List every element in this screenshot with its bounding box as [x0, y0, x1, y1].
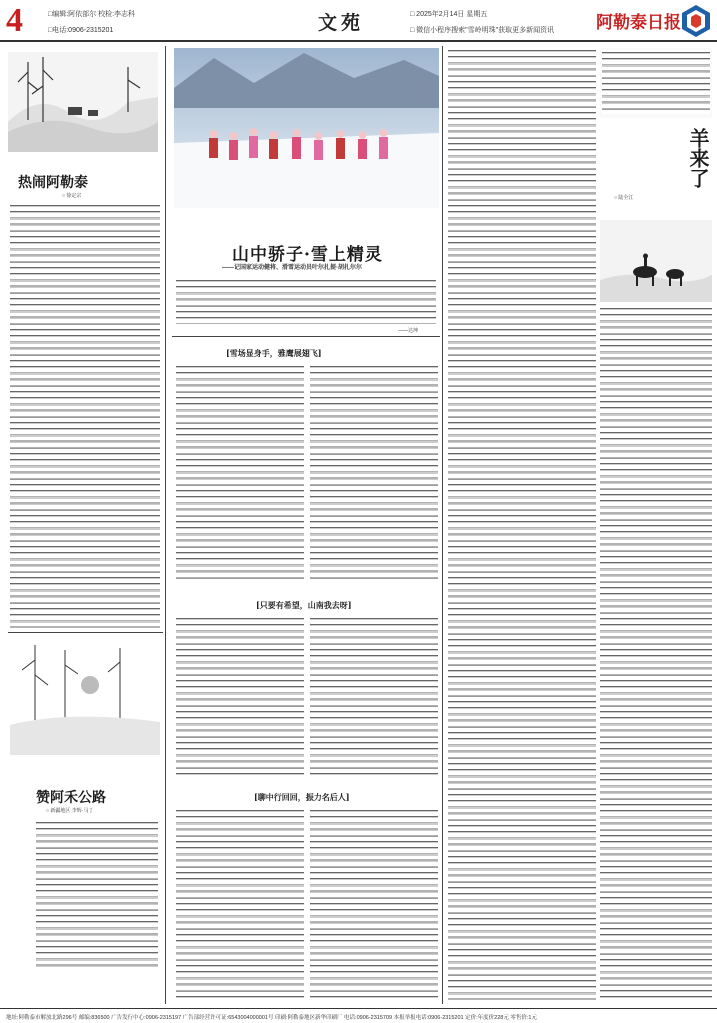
- feature-col2-b: [310, 616, 438, 776]
- sheep-title: 羊来了: [686, 128, 710, 188]
- snow-poem-title: 热闹阿勒泰: [18, 175, 88, 191]
- feature-col2-c: [310, 808, 438, 1000]
- sheep-intro-box: [600, 48, 712, 118]
- phone-line: □电话:0906-2315201: [48, 27, 114, 34]
- left-divider: [8, 632, 163, 633]
- feature-intro: [176, 278, 436, 324]
- snow-poem-body: [10, 203, 160, 628]
- feature-divider: [172, 336, 440, 337]
- section-head-3: [聊中行回回，振力名后人]: [254, 792, 350, 802]
- snow-landscape-illustration: [8, 52, 158, 152]
- page-footer: 地址:阿勒泰市解放北路296号 邮编:836500 广告发行中心:0906-2315197 广告部经营许可证:6543004000001号 印刷:阿勒泰地区新华印刷厂 电话:0906-2315709 本报举报电话:0906-2315201 定价:年度价228元 零售价:1元: [0, 1008, 717, 1023]
- date-line: □ 2025年2月14日 星期五: [410, 11, 488, 18]
- poem2-author: ○ 新疆地区 李辉·马丁: [46, 808, 94, 814]
- feature-col1-c: [176, 808, 304, 1000]
- page-number: 4: [6, 2, 23, 39]
- notice-line: □ 微信小程序搜索"雪岭明珠"获取更多新闻资讯: [410, 27, 555, 34]
- feature-col1-a: [176, 364, 304, 580]
- paper-name: 阿勒泰日报: [596, 13, 681, 32]
- col-divider-2: [442, 46, 443, 1004]
- essay-col1: [448, 48, 596, 1000]
- poem2-title: 赞阿禾公路: [36, 790, 106, 806]
- page-header: [0, 0, 717, 42]
- feature-col2-a: [310, 364, 438, 580]
- feature-title: 山中骄子·雪上精灵: [232, 245, 383, 265]
- feature-subtitle: ——记国家运动健将、滑雪运动员叶尔扎提·胡扎尔尔: [222, 265, 362, 271]
- sheep-body: [600, 306, 712, 1000]
- snow-poem-author: ○ 徐定宗: [62, 193, 82, 199]
- poem2-body: [36, 820, 158, 970]
- feature-col1-b: [176, 616, 304, 776]
- camel-rider-illustration: [600, 220, 712, 302]
- section-head-2: [只要有希望，山南我去呀]: [256, 600, 352, 610]
- ski-team-photo: [174, 48, 439, 208]
- section-title: 文苑: [318, 12, 365, 34]
- editor-line: □编辑:阿依部尔 校检:李志科: [48, 11, 136, 18]
- section-head-1: [雪场显身手，雅鹰展翅飞]: [226, 348, 322, 358]
- newspaper-logo-icon: [680, 4, 712, 38]
- forest-illustration: [10, 640, 160, 755]
- feature-author: ——达坤: [398, 328, 419, 334]
- col-divider-1: [165, 46, 166, 1004]
- sheep-author: ○ 陆全江: [614, 195, 634, 201]
